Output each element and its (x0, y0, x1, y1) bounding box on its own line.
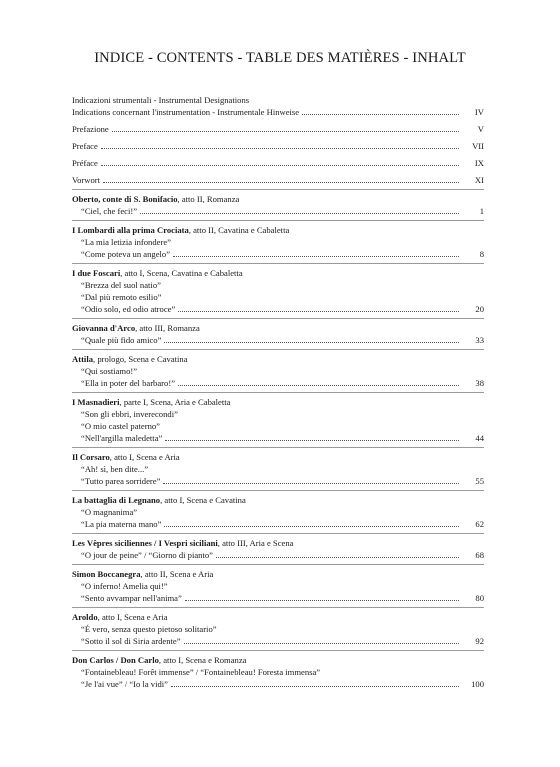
separator-line (72, 392, 484, 393)
dot-leader (164, 526, 459, 527)
opera-description: , atto I, Scena e Cavatina (160, 495, 246, 505)
aria-text: “Ah! sì, ben dite...” (81, 464, 149, 474)
page-number: 68 (475, 550, 484, 560)
opera-entry (72, 611, 484, 647)
aria-line (72, 592, 484, 604)
toc-entry-preface (72, 140, 484, 152)
opera-title-text (72, 224, 289, 236)
dot-leader (165, 440, 459, 441)
aria-line (72, 623, 484, 635)
opera-title: Il Corsaro (72, 452, 110, 462)
opera-description: , atto I, Scena e Aria (97, 612, 168, 622)
aria-line (72, 678, 484, 690)
page-title: INDICE - CONTENTS - TABLE DES MATIÈRES - INHALT (94, 50, 466, 66)
aria-text: “La mia letizia infondere” (81, 237, 171, 247)
opera-title-line (72, 654, 484, 666)
page-number: 92 (475, 636, 484, 646)
aria-text: “O jour de peine” / “Giorno di pianto” (81, 550, 213, 560)
dot-leader (185, 600, 459, 601)
aria-text: “Fontainebleau! Forêt immense” / “Fontainebleau! Foresta immensa” (81, 667, 321, 677)
page-number: 33 (475, 335, 484, 345)
opera-entry (72, 353, 484, 389)
dot-leader (164, 342, 459, 343)
opera-title: Attila (72, 354, 94, 364)
dot-leader (302, 114, 459, 115)
opera-entry (72, 451, 484, 487)
page-number: 44 (475, 433, 484, 443)
opera-description: , atto II, Romanza (177, 194, 240, 204)
aria-line (72, 377, 484, 389)
opera-title: Aroldo (72, 612, 98, 622)
opera-title-text (72, 568, 213, 580)
aria-text: “Tutto parea sorridere” (81, 476, 161, 486)
opera-title: I due Foscari (72, 268, 121, 278)
opera-title-text (72, 611, 168, 623)
opera-title-line (72, 568, 484, 580)
opera-title-line (72, 322, 484, 334)
separator-line (72, 189, 484, 190)
opera-title: Oberto, conte di S. Bonifacio (72, 194, 178, 204)
separator-line (72, 650, 484, 651)
separator-line (72, 263, 484, 264)
opera-title-line (72, 193, 484, 205)
aria-line (72, 205, 484, 217)
dot-leader (101, 148, 459, 149)
page-number: 38 (475, 378, 484, 388)
aria-line (72, 506, 484, 518)
aria-text: “O magnanima” (81, 507, 138, 517)
opera-title: Simon Boccanegra (72, 569, 141, 579)
aria-line (72, 334, 484, 346)
aria-text: “Dal più remoto esilio” (81, 292, 162, 302)
opera-description: , atto I, Scena, Cavatina e Cabaletta (120, 268, 243, 278)
page-number: 80 (475, 593, 484, 603)
aria-line (72, 518, 484, 530)
dot-leader (216, 557, 459, 558)
opera-description: , atto II, Cavatina e Cabaletta (188, 225, 290, 235)
aria-line (72, 420, 484, 432)
toc-entry-designations (72, 94, 484, 106)
toc-entry-text: Vorwort (72, 175, 101, 185)
opera-description: , atto I, Scena e Aria (109, 452, 180, 462)
opera-title-text (72, 322, 200, 334)
opera-entry (72, 267, 484, 315)
dot-leader (178, 311, 459, 312)
toc-entry-vorwort (72, 174, 484, 186)
toc-entry-text: Prefazione (72, 124, 109, 134)
aria-line (72, 408, 484, 420)
opera-title: I Masnadieri (72, 397, 120, 407)
aria-line (72, 365, 484, 377)
aria-text: “Sotto il sol di Siria ardente” (81, 636, 181, 646)
opera-title-text (72, 654, 246, 666)
opera-title: I Lombardi alla prima Crociata (72, 225, 189, 235)
opera-title-text (72, 353, 188, 365)
aria-text: “Ciel, che feci!” (81, 206, 138, 216)
opera-title-line (72, 396, 484, 408)
opera-entry (72, 494, 484, 530)
separator-line (72, 349, 484, 350)
toc-entry-text: Préface (72, 158, 98, 168)
page-number: VII (472, 141, 484, 151)
page-number: 62 (475, 519, 484, 529)
opera-title: Don Carlos / Don Carlo (72, 655, 159, 665)
opera-title: Les Vêpres siciliennes / I Vespri siciliani (72, 538, 218, 548)
aria-text: “La pia materna mano” (81, 519, 162, 529)
aria-text: “Brezza del suol natio” (81, 280, 161, 290)
aria-text: “Sento avvampar nell'anima” (81, 593, 182, 603)
page-number: 55 (475, 476, 484, 486)
toc-entry-text: Indicazioni strumentali - Instrumental Designations (72, 95, 250, 105)
opera-title-line (72, 353, 484, 365)
toc-entry-prefazione (72, 123, 484, 135)
dot-leader (173, 256, 459, 257)
dot-leader (112, 131, 459, 132)
aria-line (72, 432, 484, 444)
opera-title-line (72, 494, 484, 506)
aria-text: “Come poteva un angelo” (81, 249, 171, 259)
opera-entry (72, 396, 484, 444)
page-number: 100 (471, 679, 484, 689)
aria-line (72, 236, 484, 248)
opera-title-line (72, 451, 484, 463)
aria-text: “O mio castel paterno” (81, 421, 160, 431)
opera-title-text (72, 537, 293, 549)
dot-leader (140, 213, 459, 214)
aria-line (72, 580, 484, 592)
toc-entry-designations-fr (72, 106, 484, 118)
separator-line (72, 533, 484, 534)
dot-leader (163, 483, 459, 484)
opera-description: , parte I, Scena, Aria e Cabaletta (119, 397, 231, 407)
opera-title-line (72, 537, 484, 549)
page-number: XI (474, 175, 484, 185)
opera-title-text (72, 267, 243, 279)
aria-text: “Quale più fido amico” (81, 335, 162, 345)
opera-entry (72, 537, 484, 561)
opera-description: , atto III, Romanza (135, 323, 200, 333)
opera-entry (72, 568, 484, 604)
toc-entry-preface-fr (72, 157, 484, 169)
dot-leader (101, 165, 459, 166)
opera-title-line (72, 611, 484, 623)
opera-description: , atto II, Scena e Aria (140, 569, 214, 579)
opera-description: , prologo, Scena e Cavatina (93, 354, 188, 364)
aria-text: “Ella in poter del barbaro!” (81, 378, 176, 388)
page-number: IV (474, 107, 484, 117)
separator-line (72, 490, 484, 491)
aria-line (72, 666, 484, 678)
aria-line (72, 248, 484, 260)
opera-title-text (72, 193, 239, 205)
aria-line (72, 475, 484, 487)
aria-line (72, 635, 484, 647)
opera-description: , atto I, Scena e Romanza (158, 655, 247, 665)
page-number: 8 (479, 249, 484, 259)
opera-title-line (72, 267, 484, 279)
page-number: IX (474, 158, 484, 168)
opera-title: La battaglia di Legnano (72, 495, 161, 505)
aria-text: “O inferno! Amelia qui!” (81, 581, 168, 591)
aria-text: “Je l'ai vue” / “Io la vidi” (81, 679, 168, 689)
opera-title-text (72, 396, 230, 408)
opera-title: Giovanna d'Arco (72, 323, 136, 333)
aria-text: “Odio solo, ed odio atroce” (81, 304, 176, 314)
page-number: 1 (479, 206, 484, 216)
separator-line (72, 564, 484, 565)
aria-text: “Qui sostiamo!” (81, 366, 138, 376)
aria-line (72, 463, 484, 475)
opera-description: , atto III, Aria e Scena (217, 538, 294, 548)
toc-entry-text: Indications concernant l'instrumentation - Instrumentale Hinweise (72, 107, 300, 117)
separator-line (72, 318, 484, 319)
aria-text: “É vero, senza questo pietoso solitario” (81, 624, 217, 634)
page-number: V (477, 124, 484, 134)
opera-entry (72, 654, 484, 690)
aria-line (72, 549, 484, 561)
separator-line (72, 220, 484, 221)
opera-title-line (72, 224, 484, 236)
opera-entry (72, 193, 484, 217)
opera-entry (72, 322, 484, 346)
opera-entry (72, 224, 484, 260)
dot-leader (178, 385, 459, 386)
opera-entries (72, 189, 484, 690)
aria-line (72, 303, 484, 315)
aria-line (72, 279, 484, 291)
aria-text: “Nell'argilla maledetta” (81, 433, 163, 443)
separator-line (72, 447, 484, 448)
opera-title-text (72, 494, 246, 506)
toc-entry-text: Preface (72, 141, 98, 151)
aria-text: “Son gli ebbri, inverecondi” (81, 409, 178, 419)
page-number: 20 (475, 304, 484, 314)
dot-leader (184, 643, 459, 644)
table-of-contents (72, 94, 484, 690)
aria-line (72, 291, 484, 303)
opera-title-text (72, 451, 180, 463)
dot-leader (171, 686, 459, 687)
dot-leader (103, 182, 459, 183)
separator-line (72, 607, 484, 608)
